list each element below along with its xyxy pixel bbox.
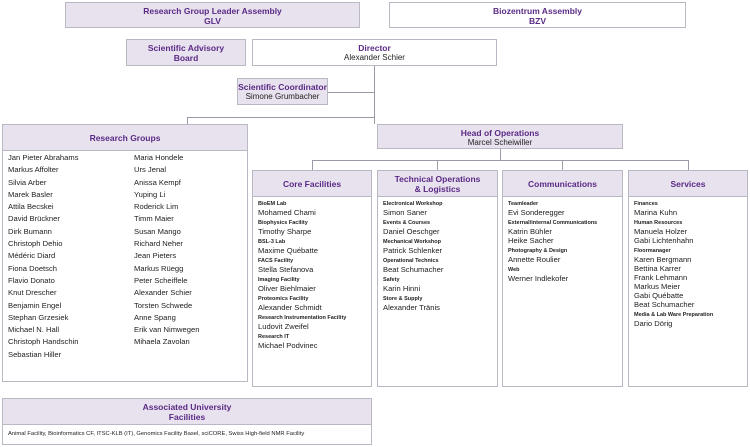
communications-title: Communications	[528, 179, 597, 189]
facility-label: Events & Courses	[383, 220, 431, 226]
research-group-leader: Jan Pieter Abrahams	[8, 153, 79, 162]
glv-box	[65, 2, 360, 28]
research-group-leader: Attila Becskei	[8, 202, 54, 212]
services-header	[628, 170, 748, 197]
research-group-leader: Fiona Doetsch	[8, 263, 57, 273]
facility-person: Ludovit Zweifel	[258, 322, 309, 331]
unit-person: Beat Schumacher	[634, 300, 695, 309]
research-group-leader: Anissa Kempf	[134, 177, 181, 187]
sab-box	[126, 39, 246, 66]
research-group-leader: Marek Basler	[8, 189, 53, 199]
facility-entry	[383, 296, 443, 312]
facility-entry	[258, 315, 346, 331]
coordinator-box	[237, 78, 328, 105]
research-groups-box	[2, 124, 248, 382]
facility-entry	[258, 258, 346, 274]
connector-main-horizontal	[187, 117, 375, 118]
bzv-title: Biozentrum Assembly	[493, 6, 582, 16]
assoc-facilities-text: Animal Facility, Bioinformatics CF, ITSC-KLB (IT), Genomics Facility Basel, sciCORE, Swiss High-field NMR Facility	[8, 431, 305, 437]
facility-person: Simon Saner	[383, 208, 427, 217]
facility-label: Store & Supply	[383, 296, 423, 302]
unit-entry	[634, 201, 713, 217]
facility-entry	[258, 220, 346, 236]
services-box	[628, 170, 748, 387]
unit-person: Gabi Québatte	[634, 291, 684, 300]
unit-label: Media & Lab Ware Preparation	[634, 312, 714, 318]
facility-entry	[383, 220, 443, 236]
coordinator-name: Simone Grumbacher	[245, 92, 320, 101]
research-group-leader: Christoph Dehio	[8, 239, 63, 249]
facility-person: Maxime Québatte	[258, 246, 318, 255]
assoc-facilities-header	[2, 398, 372, 425]
techops-title-line1: Technical Operations	[394, 174, 481, 184]
facility-entry	[383, 239, 443, 255]
assoc-facilities-title-line1: Associated University	[142, 402, 232, 412]
unit-label: Floormanager	[634, 248, 671, 254]
facility-person: Michael Podvinec	[258, 341, 318, 350]
director-name: Alexander Schier	[344, 53, 405, 62]
connector-services	[688, 160, 689, 170]
head-ops-name: Marcel Scheiwiller	[467, 138, 533, 147]
unit-person: Bettina Karrer	[634, 264, 681, 273]
research-group-leader: Benjamin Engel	[8, 300, 62, 310]
research-group-leader: Silvia Arber	[8, 177, 47, 187]
unit-label: Finances	[634, 201, 658, 207]
unit-entry	[508, 201, 597, 217]
unit-person: Heike Sacher	[508, 236, 554, 245]
communications-box	[502, 170, 623, 387]
facility-person: Daniel Oeschger	[383, 227, 440, 236]
unit-label: Web	[508, 267, 520, 273]
research-group-leader: Sebastian Hiller	[8, 349, 62, 359]
research-group-leader: Timm Maier	[134, 214, 174, 224]
unit-entry	[508, 248, 597, 264]
unit-label: Teamleader	[508, 201, 539, 207]
communications-header	[502, 170, 623, 197]
techops-box	[377, 170, 498, 387]
unit-person: Evi Sonderegger	[508, 208, 565, 217]
research-groups-title: Research Groups	[89, 133, 161, 143]
research-group-leader: Alexander Schier	[134, 288, 192, 298]
research-groups-col2	[134, 152, 199, 349]
research-group-leader: Michael N. Hall	[8, 325, 60, 335]
facility-entry	[258, 334, 346, 350]
services-title: Services	[670, 179, 706, 189]
research-group-leader: Markus Rüegg	[134, 263, 184, 273]
unit-entry	[508, 220, 597, 245]
bzv-box	[389, 2, 686, 28]
research-group-leader: David Brückner	[8, 214, 60, 224]
research-group-leader: Christoph Handschin	[8, 337, 79, 347]
research-group-leader: Peter Scheiffele	[134, 275, 188, 285]
facility-entry	[258, 277, 346, 293]
facility-label: Safety	[383, 277, 400, 283]
facility-label: Research IT	[258, 334, 290, 340]
unit-person: Gabi Lichtenhahn	[634, 236, 694, 245]
research-group-leader: Anne Spang	[134, 312, 176, 322]
facility-entry	[258, 201, 346, 217]
director-title: Director	[358, 43, 391, 53]
sab-title-line1: Scientific Advisory	[147, 43, 225, 53]
unit-entry	[634, 312, 713, 328]
facility-person: Patrick Schlenker	[383, 246, 443, 255]
facility-label: Research Instrumentation Facility	[258, 315, 347, 321]
research-group-leader: Jean Pieters	[134, 251, 177, 261]
connector-research-groups	[187, 117, 188, 124]
sab-title-line2: Board	[173, 53, 199, 63]
core-facilities-header	[252, 170, 372, 197]
coordinator-title: Scientific Coordinator	[238, 82, 327, 92]
services-list	[634, 201, 713, 331]
unit-person: Dario Dörig	[634, 319, 673, 328]
facility-label: Mechanical Workshop	[383, 239, 441, 245]
research-group-leader: Susan Mango	[134, 226, 181, 236]
facility-label: Proteomics Facility	[258, 296, 309, 302]
research-group-leader: Dirk Bumann	[8, 226, 52, 236]
facility-entry	[383, 258, 443, 274]
research-groups-col1	[8, 152, 79, 361]
facility-label: Biophysics Facility	[258, 220, 308, 226]
connector-techops	[437, 160, 438, 170]
facility-label: BioEM Lab	[258, 201, 287, 207]
assoc-facilities-box	[2, 398, 372, 445]
techops-list	[383, 201, 443, 315]
research-groups-header	[2, 124, 248, 151]
unit-label: Human Resources	[634, 220, 683, 226]
director-box	[252, 39, 497, 66]
facility-person: Beat Schumacher	[383, 265, 444, 274]
unit-person: Manuela Holzer	[634, 227, 688, 236]
connector-ops-horizontal	[312, 160, 689, 161]
research-group-leader: Urs Jenal	[134, 165, 167, 175]
research-group-leader: Maria Hondele	[134, 153, 184, 162]
bzv-abbr: BZV	[529, 16, 546, 26]
unit-person: Marina Kuhn	[634, 208, 678, 217]
facility-entry	[258, 239, 346, 255]
techops-header	[377, 170, 498, 197]
head-ops-box	[377, 124, 623, 149]
connector-coordinator	[328, 92, 375, 93]
facility-person: Oliver Biehlmaier	[258, 284, 316, 293]
unit-person: Katrin Bühler	[508, 227, 552, 236]
unit-label: External/internal Communications	[508, 220, 598, 226]
unit-person: Karen Bergmann	[634, 255, 692, 264]
unit-person: Werner Indlekofer	[508, 274, 569, 283]
research-group-leader: Torsten Schwede	[134, 300, 193, 310]
research-group-leader: Flavio Donato	[8, 275, 55, 285]
facility-label: Electronical Workshop	[383, 201, 443, 207]
research-group-leader: Stephan Grzesiek	[8, 312, 69, 322]
unit-entry	[508, 267, 597, 283]
facility-person: Karin Hinni	[383, 284, 421, 293]
head-ops-title: Head of Operations	[460, 128, 540, 138]
facility-label: Operational Technics	[383, 258, 439, 264]
unit-person: Frank Lehmann	[634, 273, 688, 282]
facility-entry	[258, 296, 346, 312]
unit-label: Photography & Design	[508, 248, 568, 254]
research-group-leader: Médéric Diard	[8, 251, 56, 261]
research-group-leader: Roderick Lim	[134, 202, 179, 212]
connector-comms	[562, 160, 563, 170]
facility-person: Stella Stefanova	[258, 265, 314, 274]
research-group-leader: Mihaela Zavolan	[134, 337, 190, 347]
facility-entry	[383, 277, 443, 293]
unit-person: Markus Meier	[634, 282, 680, 291]
research-group-leader: Markus Affolter	[8, 165, 59, 175]
connector-core	[312, 160, 313, 170]
connector-head-ops	[374, 117, 375, 124]
core-facilities-list	[258, 201, 346, 353]
research-group-leader: Richard Neher	[134, 239, 183, 249]
facility-person: Mohamed Chami	[258, 208, 316, 217]
facility-person: Alexander Tränis	[383, 303, 440, 312]
research-group-leader: Knut Drescher	[8, 288, 57, 298]
unit-person: Annette Roulier	[508, 255, 561, 264]
assoc-facilities-title-line2: Facilities	[168, 412, 206, 422]
facility-person: Timothy Sharpe	[258, 227, 312, 236]
glv-title: Research Group Leader Assembly	[143, 6, 282, 16]
glv-abbr: GLV	[204, 16, 221, 26]
facility-person: Alexander Schmidt	[258, 303, 322, 312]
communications-list	[508, 201, 597, 286]
unit-entry	[634, 248, 713, 309]
facility-label: Imaging Facility	[258, 277, 300, 283]
techops-title-line2: & Logistics	[414, 184, 461, 194]
facility-entry	[383, 201, 443, 217]
facility-label: FACS Facility	[258, 258, 294, 264]
core-facilities-title: Core Facilities	[282, 179, 342, 189]
research-group-leader: Yuping Li	[134, 189, 166, 199]
facility-label: BSL-3 Lab	[258, 239, 286, 245]
research-group-leader: Erik van Nimwegen	[134, 325, 200, 335]
unit-entry	[634, 220, 713, 245]
core-facilities-box	[252, 170, 372, 387]
